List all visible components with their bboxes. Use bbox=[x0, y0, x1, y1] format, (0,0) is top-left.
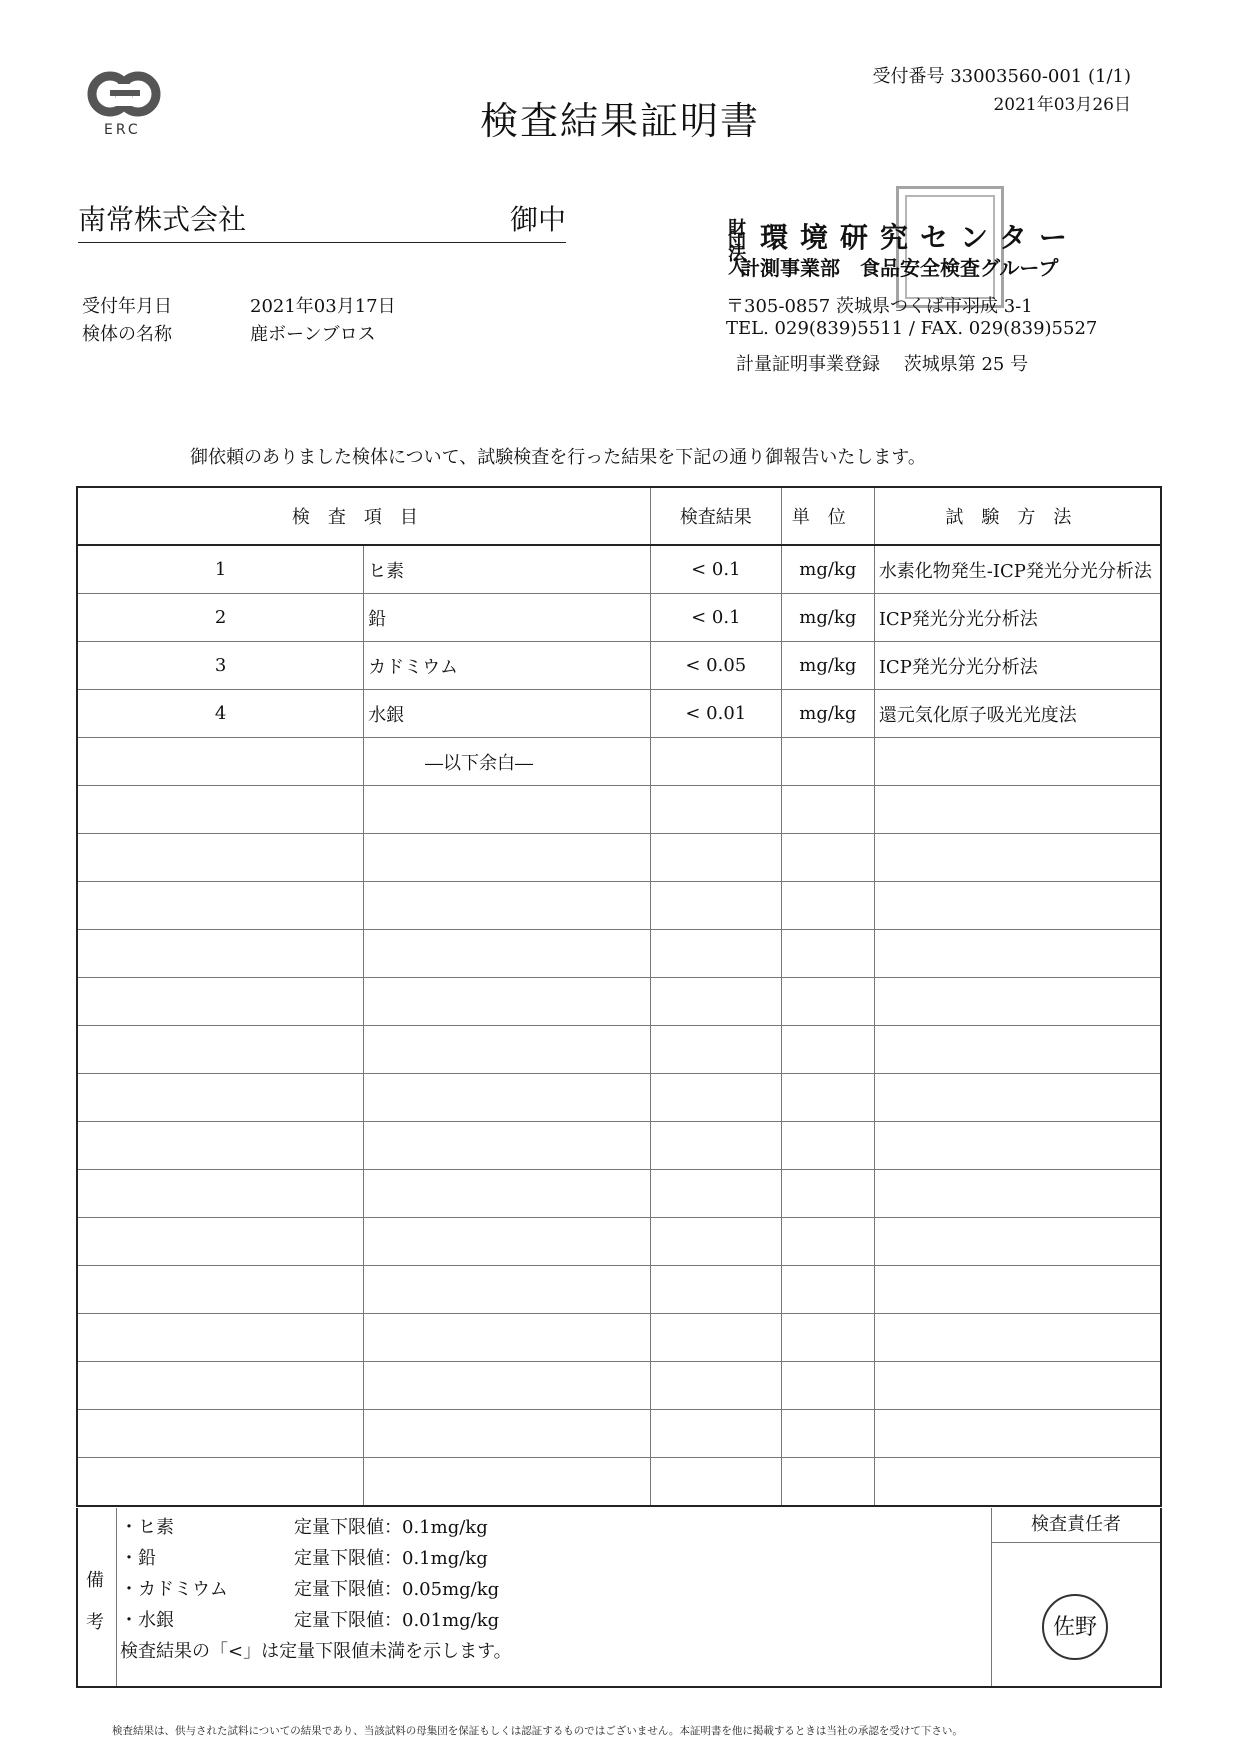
row-number: 2 bbox=[77, 594, 364, 642]
table-row bbox=[77, 738, 1161, 786]
table-row-empty bbox=[77, 882, 1161, 930]
row-result: < 0.05 bbox=[650, 642, 781, 690]
table-row-empty bbox=[77, 1170, 1161, 1218]
remark-item: ・カドミウム 定量下限値：0.05mg/kg bbox=[120, 1579, 500, 1600]
table-row-empty bbox=[77, 1314, 1161, 1362]
table-row-empty bbox=[77, 1266, 1161, 1314]
table-header-row bbox=[77, 487, 1161, 545]
row-number: 3 bbox=[77, 642, 364, 690]
table-row-empty bbox=[77, 930, 1161, 978]
results-table bbox=[76, 486, 1162, 1507]
table-row-empty bbox=[77, 1362, 1161, 1410]
footer-disclaimer: 検査結果は、供与された試料についての結果であり、当該試料の母集団を保証もしくは認証するものではございません。本証明書を他に掲載するときは当社の承認を受けて下さい。 bbox=[112, 1725, 963, 1737]
org-address: 〒305-0857 茨城県つくば市羽成 3-1 bbox=[726, 296, 1033, 317]
row-number: 4 bbox=[77, 690, 364, 738]
intro-text: 御依頼のありました検体について、試験検査を行った結果を下記の通り御報告いたします。 bbox=[190, 447, 926, 468]
inspector-seal-stamp: 佐野 bbox=[1042, 1594, 1108, 1660]
row-method: 水素化物発生-ICP発光分光分析法 bbox=[874, 545, 1161, 594]
table-row-empty bbox=[77, 1026, 1161, 1074]
row-method: 還元気化原子吸光光度法 bbox=[874, 690, 1161, 738]
remark-item: ・鉛 定量下限値：0.1mg/kg bbox=[120, 1548, 488, 1569]
row-unit: mg/kg bbox=[781, 545, 874, 594]
table-row-empty bbox=[77, 786, 1161, 834]
table-row-empty bbox=[77, 1074, 1161, 1122]
table-row-empty bbox=[77, 1458, 1161, 1507]
row-result: < 0.1 bbox=[650, 594, 781, 642]
org-name: 環境研究センター bbox=[760, 221, 1079, 254]
client-honorific: 御中 bbox=[509, 203, 566, 236]
issue-date: 2021年03月26日 bbox=[993, 95, 1131, 115]
inspector-box bbox=[991, 1508, 1160, 1686]
table-row bbox=[77, 594, 1161, 642]
row-method: ICP発光分光分析法 bbox=[874, 594, 1161, 642]
row-result: < 0.1 bbox=[650, 545, 781, 594]
row-unit: mg/kg bbox=[781, 690, 874, 738]
client-name: 南常株式会社 bbox=[78, 203, 247, 236]
header-result: 検査結果 bbox=[650, 487, 781, 545]
table-row-empty bbox=[77, 1218, 1161, 1266]
sample-name-label: 検体の名称 bbox=[82, 324, 172, 345]
logo-text: ERC bbox=[104, 122, 141, 138]
row-number: 1 bbox=[77, 545, 364, 594]
row-unit: mg/kg bbox=[781, 594, 874, 642]
org-foundation-mark: 財団法人 bbox=[728, 218, 744, 278]
row-item: ヒ素 bbox=[364, 545, 651, 594]
header-item: 検査項目 bbox=[77, 487, 650, 545]
table-row-empty bbox=[77, 978, 1161, 1026]
row-item: カドミウム bbox=[364, 642, 651, 690]
header-method: 試験方法 bbox=[874, 487, 1161, 545]
remarks-note: 検査結果の「<」は定量下限値未満を示します。 bbox=[120, 1641, 512, 1662]
sample-name-value: 鹿ボーンブロス bbox=[250, 324, 376, 345]
row-item: 鉛 bbox=[364, 594, 651, 642]
row-unit: mg/kg bbox=[781, 642, 874, 690]
table-row-empty bbox=[77, 1410, 1161, 1458]
remark-item: ・水銀 定量下限値：0.01mg/kg bbox=[120, 1610, 500, 1631]
row-method: ICP発光分光分析法 bbox=[874, 642, 1161, 690]
remarks-label: 備 考 bbox=[78, 1508, 117, 1686]
received-date-label: 受付年月日 bbox=[82, 296, 172, 317]
remarks-body bbox=[120, 1512, 512, 1667]
document-title: 検査結果証明書 bbox=[480, 99, 761, 143]
end-marker: ―以下余白― bbox=[364, 738, 651, 786]
row-item: 水銀 bbox=[364, 690, 651, 738]
org-phone-fax: TEL. 029(839)5511 / FAX. 029(839)5527 bbox=[726, 318, 1098, 339]
org-registration: 計量証明事業登録 茨城県第 25 号 bbox=[736, 354, 1029, 375]
table-row bbox=[77, 690, 1161, 738]
header-unit: 単位 bbox=[781, 487, 874, 545]
table-row bbox=[77, 642, 1161, 690]
client-name-line bbox=[78, 198, 566, 243]
row-result: < 0.01 bbox=[650, 690, 781, 738]
org-department: 計測事業部 食品安全検査グループ bbox=[740, 256, 1059, 280]
inspector-label: 検査責任者 bbox=[992, 1508, 1160, 1543]
table-row-empty bbox=[77, 834, 1161, 882]
table-row bbox=[77, 545, 1161, 594]
received-date-value: 2021年03月17日 bbox=[250, 296, 396, 317]
reception-number: 受付番号 33003560-001 (1/1) bbox=[872, 66, 1131, 87]
table-row-empty bbox=[77, 1122, 1161, 1170]
remark-item: ・ヒ素 定量下限値：0.1mg/kg bbox=[120, 1517, 488, 1538]
remarks-section bbox=[76, 1508, 1162, 1688]
